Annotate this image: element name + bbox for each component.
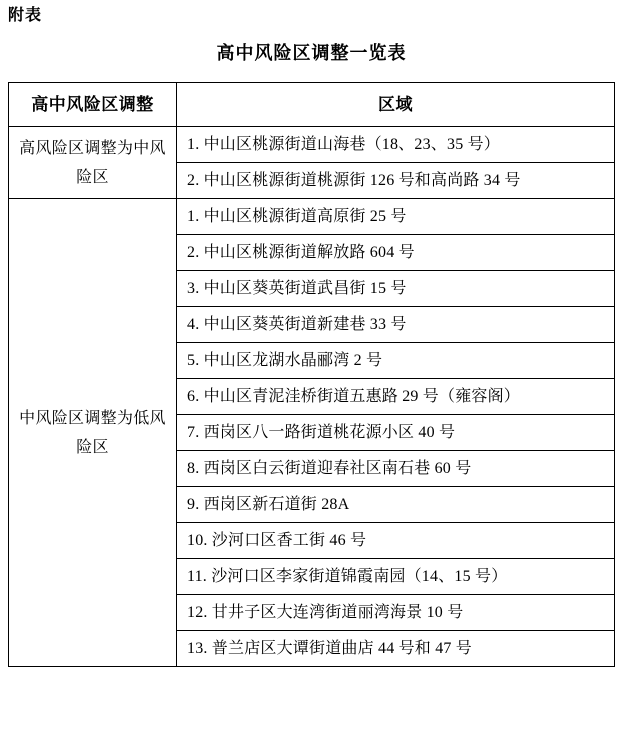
table-row [9, 127, 615, 163]
table-header-row [9, 83, 615, 127]
category-label: 中风险区调整为低风险区 [19, 409, 166, 456]
area-item: 7. 西岗区八一路街道桃花源小区 40 号 [187, 424, 456, 441]
table-header-label-category: 高中风险区调整 [31, 95, 154, 114]
table-row [9, 199, 615, 235]
area-cell [177, 379, 615, 415]
table-header-label-area: 区域 [378, 95, 413, 114]
area-cell [177, 235, 615, 271]
category-cell-high-to-medium [9, 127, 177, 199]
category-cell-medium-to-low [9, 199, 177, 667]
area-cell [177, 127, 615, 163]
area-cell [177, 523, 615, 559]
page-title: 高中风险区调整一览表 [216, 43, 407, 63]
area-cell [177, 631, 615, 667]
area-cell [177, 415, 615, 451]
area-item: 3. 中山区葵英街道武昌街 15 号 [187, 280, 407, 297]
area-cell [177, 595, 615, 631]
area-item: 11. 沙河口区李家街道锦霞南园（14、15 号） [187, 568, 508, 585]
area-item: 12. 甘井子区大连湾街道丽湾海景 10 号 [187, 604, 464, 621]
area-item: 1. 中山区桃源街道山海巷（18、23、35 号） [187, 136, 501, 153]
area-cell [177, 451, 615, 487]
area-cell [177, 163, 615, 199]
area-cell [177, 271, 615, 307]
area-item: 6. 中山区青泥洼桥街道五惠路 29 号（雍容阁） [187, 388, 521, 405]
table-header-cell-area [177, 83, 615, 127]
table-header-cell-category [9, 83, 177, 127]
area-item: 5. 中山区龙湖水晶郦湾 2 号 [187, 352, 383, 369]
risk-adjustment-table [8, 82, 615, 667]
area-cell [177, 199, 615, 235]
area-cell [177, 307, 615, 343]
area-item: 2. 中山区桃源街道解放路 604 号 [187, 244, 415, 261]
area-item: 9. 西岗区新石道街 28A [187, 496, 350, 513]
category-label: 高风险区调整为中风险区 [19, 139, 166, 186]
area-item: 10. 沙河口区香工街 46 号 [187, 532, 367, 549]
area-item: 4. 中山区葵英街道新建巷 33 号 [187, 316, 407, 333]
area-item: 13. 普兰店区大谭街道曲店 44 号和 47 号 [187, 640, 473, 657]
area-item: 1. 中山区桃源街道高原街 25 号 [187, 208, 407, 225]
attachment-label: 附表 [8, 7, 43, 24]
area-item: 8. 西岗区白云街道迎春社区南石巷 60 号 [187, 460, 472, 477]
area-item: 2. 中山区桃源街道桃源街 126 号和高尚路 34 号 [187, 172, 521, 189]
area-cell [177, 343, 615, 379]
area-cell [177, 487, 615, 523]
area-cell [177, 559, 615, 595]
